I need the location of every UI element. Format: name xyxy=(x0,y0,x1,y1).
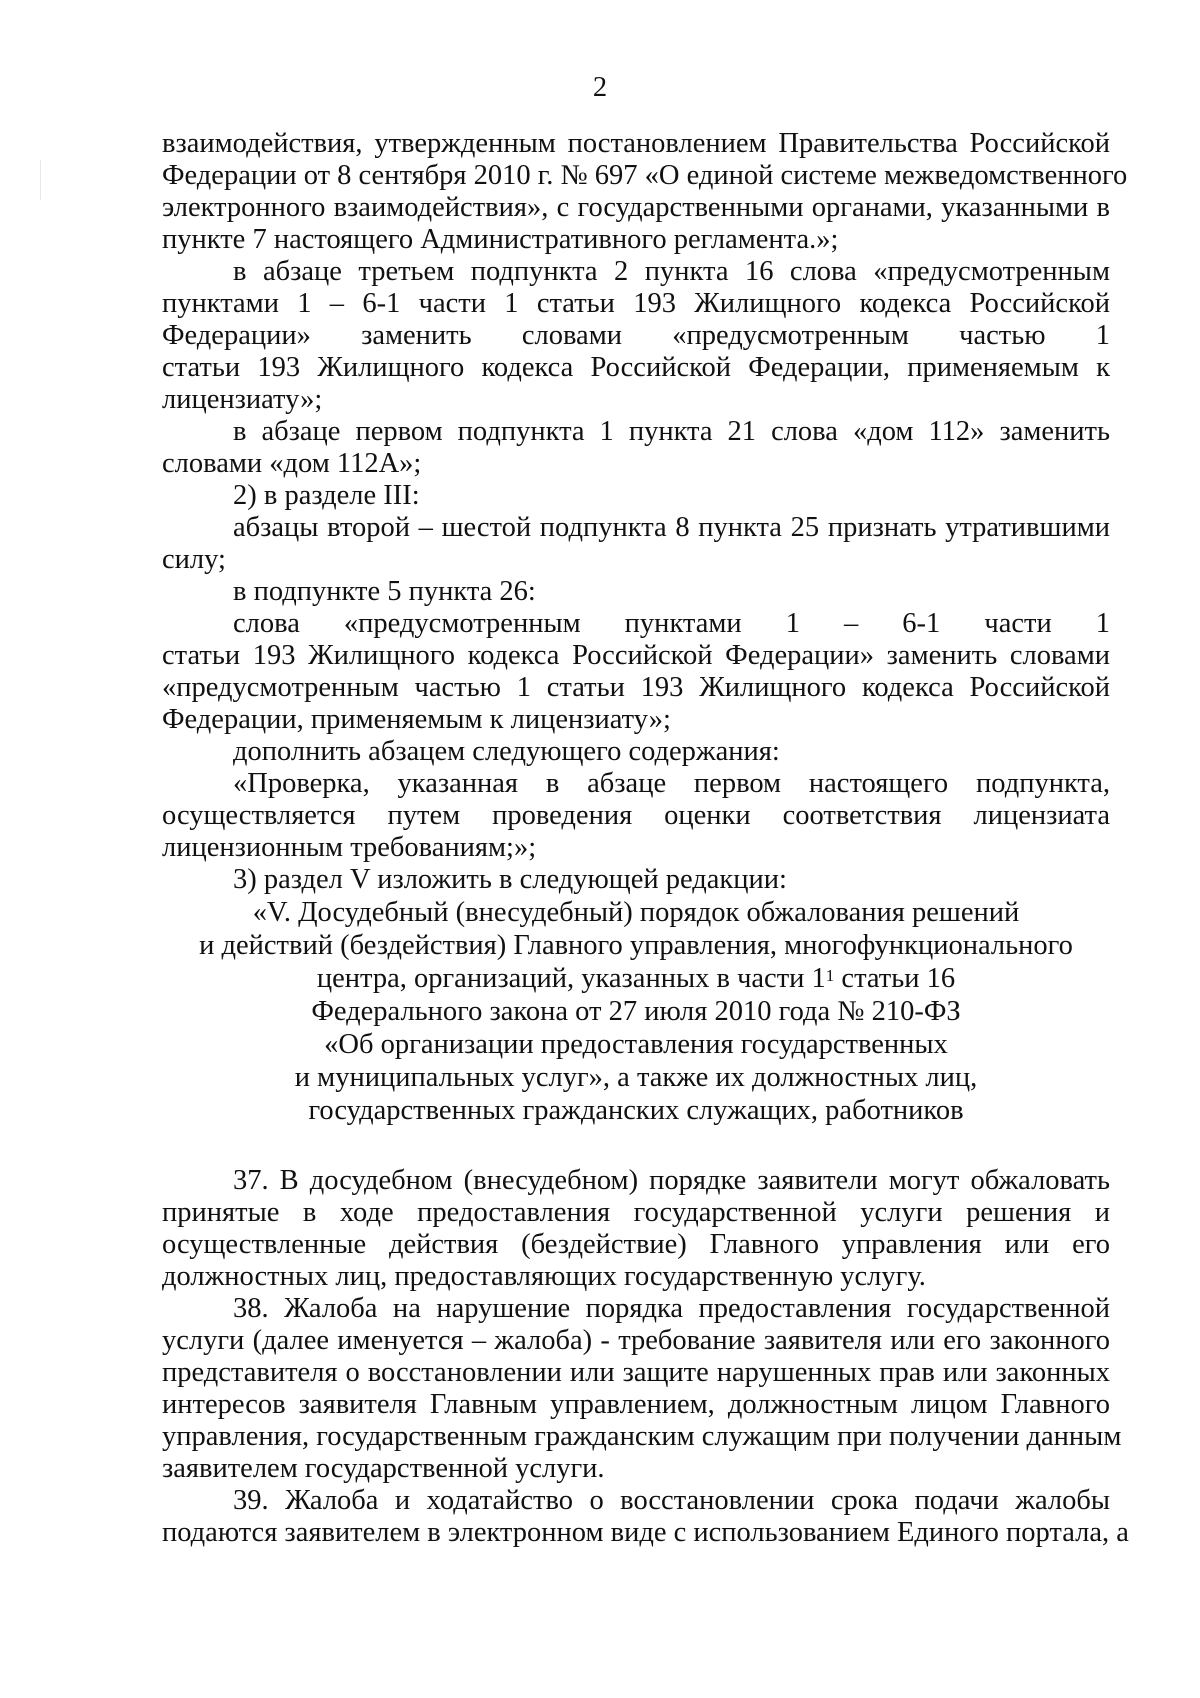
text-line: статьи 193 Жилищного кодекса Российской Федерации, применяемым к xyxy=(162,352,1110,383)
heading-line: Федерального закона от 27 июля 2010 года № 210-ФЗ xyxy=(311,996,961,1027)
text-line: интересов заявителя Главным управлением, должностным лицом Главного xyxy=(162,1389,1110,1420)
heading-line: «V. Досудебный (внесудебный) порядок обжалования решений xyxy=(252,897,1020,928)
page-number: 2 xyxy=(592,72,608,103)
text-line: силу; xyxy=(162,544,226,575)
text-line: осуществляется путем проведения оценки соответствия лицензиата xyxy=(162,800,1110,831)
text-line: абзацы второй – шестой подпункта 8 пункта 25 признать утратившими xyxy=(233,512,1110,543)
text-line: «предусмотренным частью 1 статьи 193 Жилищного кодекса Российской xyxy=(162,672,1110,703)
heading-text: статьи 16 xyxy=(834,963,956,994)
text-line: 39. Жалоба и ходатайство о восстановлении срока подачи жалобы xyxy=(233,1485,1110,1516)
text-line: электронного взаимодействия», с государственными органами, указанными в xyxy=(162,192,1110,223)
heading-line: и действий (бездействия) Главного управления, многофункционального xyxy=(199,930,1073,961)
text-line: подаются заявителем в электронном виде с использованием Единого портала, а xyxy=(162,1517,1129,1548)
text-line: 37. В досудебном (внесудебном) порядке заявители могут обжаловать xyxy=(233,1165,1110,1196)
text-line: Федерации, применяемым к лицензиату»; xyxy=(162,704,671,735)
text-line: взаимодействия, утвержденным постановлением Правительства Российской xyxy=(162,128,1110,159)
superscript: 1 xyxy=(825,966,835,985)
text-line: представителя о восстановлении или защите нарушенных прав или законных xyxy=(162,1357,1110,1388)
heading-line: и муниципальных услуг», а также их должностных лиц, xyxy=(294,1062,978,1093)
text-line: статьи 193 Жилищного кодекса Российской Федерации» заменить словами xyxy=(162,640,1110,671)
text-line: лицензионным требованиям;»; xyxy=(162,832,537,863)
text-line: в абзаце третьем подпункта 2 пункта 16 слова «предусмотренным xyxy=(233,256,1110,287)
text-line: лицензиату»; xyxy=(162,384,323,415)
text-line: «Проверка, указанная в абзаце первом настоящего подпункта, xyxy=(233,768,1110,799)
text-line: Федерации» заменить словами «предусмотренным частью 1 xyxy=(162,320,1110,351)
text-line: слова «предусмотренным пунктами 1 – 6-1 части 1 xyxy=(233,608,1110,639)
text-line: заявителем государственной услуги. xyxy=(162,1453,605,1484)
text-line: 2) в разделе III: xyxy=(233,480,420,511)
heading-line: государственных гражданских служащих, работников xyxy=(308,1095,964,1126)
text-line: пунктами 1 – 6-1 части 1 статьи 193 Жилищного кодекса Российской xyxy=(162,288,1110,319)
heading-text: центра, организаций, указанных в части 1 xyxy=(316,963,826,994)
text-line: принятые в ходе предоставления государственной услуги решения и xyxy=(162,1197,1110,1228)
text-line: Федерации от 8 сентября 2010 г. № 697 «О единой системе межведомственного xyxy=(162,160,1128,191)
text-line: 3) раздел V изложить в следующей редакции: xyxy=(233,864,787,895)
heading-line: «Об организации предоставления государственных xyxy=(324,1029,948,1060)
scan-artifact xyxy=(40,160,41,200)
document-body xyxy=(162,128,1129,1549)
text-line: осуществленные действия (бездействие) Главного управления или его xyxy=(162,1229,1110,1260)
spacer xyxy=(162,1127,1110,1165)
text-line: услуги (далее именуется – жалоба) - требование заявителя или его законного xyxy=(162,1325,1110,1356)
text-line: 38. Жалоба на нарушение порядка предоставления государственной xyxy=(233,1293,1110,1324)
text-line: должностных лиц, предоставляющих государственную услугу. xyxy=(162,1261,926,1292)
text-line: пункте 7 настоящего Административного регламента.»; xyxy=(162,224,839,255)
text-line: словами «дом 112А»; xyxy=(162,448,422,479)
text-line: в абзаце первом подпункта 1 пункта 21 слова «дом 112» заменить xyxy=(233,416,1110,447)
text-line: в подпункте 5 пункта 26: xyxy=(233,576,536,607)
text-line: дополнить абзацем следующего содержания: xyxy=(233,736,780,767)
text-line: управления, государственным гражданским служащим при получении данным xyxy=(162,1421,1122,1452)
section-heading xyxy=(162,896,1110,1127)
heading-line xyxy=(162,962,1110,995)
